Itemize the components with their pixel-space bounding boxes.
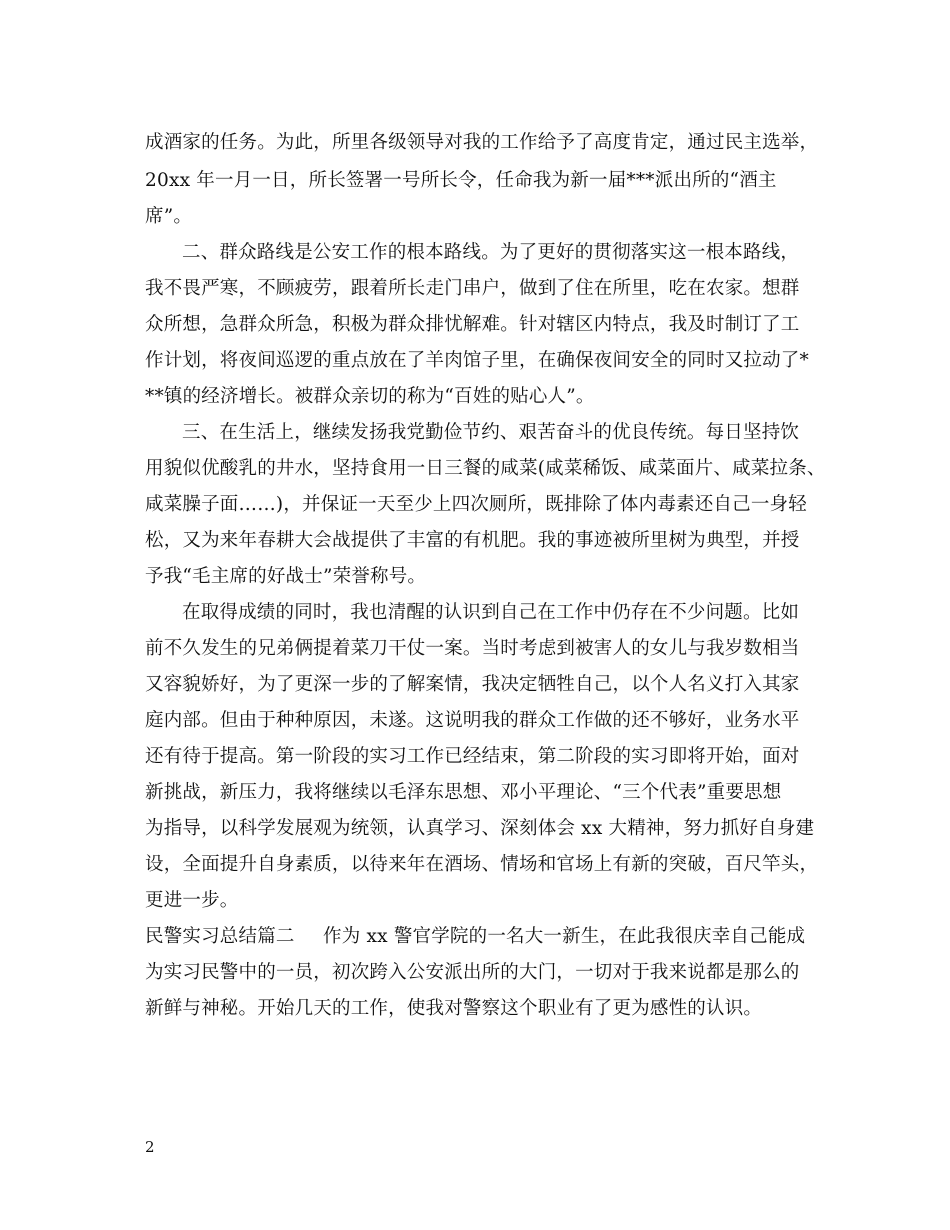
text-line: 为实习民警中的一员，初次跨入公安派出所的大门，一切对于我来说都是那么的: [145, 962, 800, 983]
text-line: 众所想，急群众所急，积极为群众排忧解难。针对辖区内特点，我及时制订了工: [145, 314, 800, 335]
section-heading-line: [145, 925, 805, 949]
text-line: 为指导，以科学发展观为统领，认真学习、深刻体会 xx 大精神，努力抓好自身建: [145, 818, 815, 839]
text-line: 作计划，将夜间巡逻的重点放在了羊肉馆子里，在确保夜间安全的同时又拉动了*: [145, 350, 809, 371]
page-number: 2: [145, 1138, 155, 1156]
text-line: 席”。: [145, 206, 193, 227]
text-line: 设，全面提升自身素质，以待来年在酒场、情场和官场上有新的突破，百尺竿头，: [145, 854, 819, 875]
text-line: 更进一步。: [145, 890, 239, 911]
section-heading: 民警实习总结篇二: [145, 926, 295, 947]
text-line: 予我“毛主席的好战士”荣誉称号。: [145, 566, 427, 587]
paragraph-start-line: 二、群众路线是公安工作的根本路线。为了更好的贯彻落实这一根本路线，: [182, 242, 800, 263]
text-line: 新挑战，新压力，我将继续以毛泽东思想、邓小平理论、“三个代表”重要思想: [145, 782, 782, 803]
text-line: 前不久发生的兄弟俩提着菜刀干仗一案。当时考虑到被害人的女儿与我岁数相当: [145, 638, 800, 659]
text-line: 新鲜与神秘。开始几天的工作，使我对警察这个职业有了更为感性的认识。: [145, 998, 763, 1019]
paragraph-start-line: 三、在生活上，继续发扬我党勤俭节约、艰苦奋斗的优良传统。每日坚持饮: [182, 422, 800, 443]
text-line: 成酒家的任务。为此，所里各级领导对我的工作给予了高度肯定，通过民主选举，: [145, 132, 819, 153]
text-line: **镇的经济增长。被群众亲切的称为“百姓的贴心人”。: [145, 386, 595, 407]
text-line: 还有待于提高。第一阶段的实习工作已经结束，第二阶段的实习即将开始，面对: [145, 746, 800, 767]
text-line: 20xx 年一月一日，所长签署一号所长令，任命我为新一届***派出所的“酒主: [145, 170, 777, 191]
text-line: 又容貌娇好，为了更深一步的了解案情，我决定牺牲自己，以个人名义打入其家: [145, 674, 800, 695]
section-text: 作为 xx 警官学院的一名大一新生，在此我很庆幸自己能成: [323, 926, 806, 947]
text-line: 我不畏严寒，不顾疲劳，跟着所长走门串户，做到了住在所里，吃在农家。想群: [145, 278, 800, 299]
paragraph-start-line: 在取得成绩的同时，我也清醒的认识到自己在工作中仍存在不少问题。比如: [182, 602, 800, 623]
text-line: 咸菜臊子面……)，并保证一天至少上四次厕所，既排除了体内毒素还自己一身轻: [145, 494, 807, 515]
text-line: 庭内部。但由于种种原因，未遂。这说明我的群众工作做的还不够好，业务水平: [145, 710, 800, 731]
text-line: 松，又为来年春耕大会战提供了丰富的有机肥。我的事迹被所里树为典型，并授: [145, 530, 800, 551]
text-line: 用貌似优酸乳的井水，坚持食用一日三餐的咸菜(咸菜稀饭、咸菜面片、咸菜拉条、: [145, 458, 826, 479]
